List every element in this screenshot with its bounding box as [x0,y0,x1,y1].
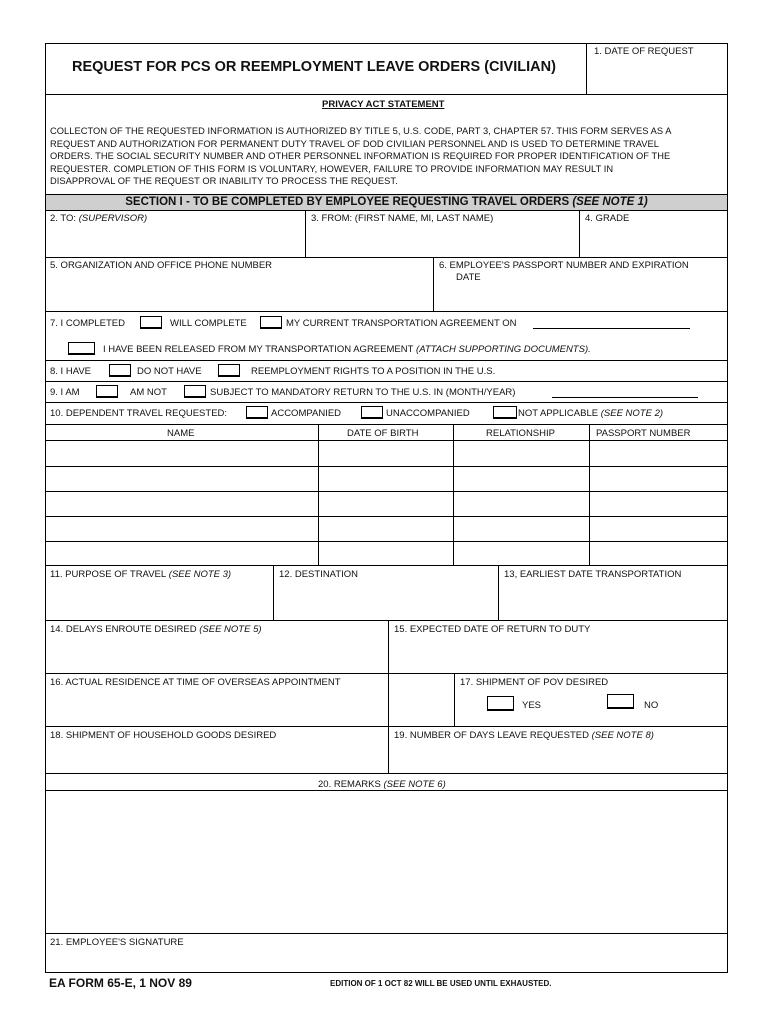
released-note: (ATTACH SUPPORTING DOCUMENTS). [416,344,591,355]
divider [46,402,727,403]
agreement-label: MY CURRENT TRANSPORTATION AGREEMENT ON [286,318,517,329]
field-9-label: 9. I AM [50,387,80,398]
divider [388,620,389,773]
field-11-label [50,569,231,580]
dependent-row[interactable] [46,492,727,516]
field-5-label: 5. ORGANIZATION AND OFFICE PHONE NUMBER [50,260,273,271]
field-14-label [50,624,262,635]
pov-no-checkbox[interactable] [607,694,634,709]
divider [46,726,727,727]
field-19-text: 19. NUMBER OF DAYS LEAVE REQUESTED [394,730,589,741]
field-11-note: (SEE NOTE 3) [168,569,232,580]
column-header-name: NAME [167,428,195,439]
form-title: REQUEST FOR PCS OR REEMPLOYMENT LEAVE ORDERS (CIVILIAN) [72,59,556,75]
privacy-line: ORDERS. THE SOCIAL SECURITY NUMBER AND OTHER PERSONNEL INFORMATION IS REQUIRED FOR PROPER IDENTIFICATION OF THE [50,151,671,162]
field-4-label: 4. GRADE [585,213,630,224]
divider [454,673,455,726]
divider [46,565,727,566]
date-of-request-label: 1. DATE OF REQUEST [594,46,694,57]
divider [273,565,274,620]
am-not-checkbox[interactable] [184,385,206,398]
field-15-label: 15. EXPECTED DATE OF RETURN TO DUTY [394,624,591,635]
divider [46,311,727,312]
pov-yes-checkbox[interactable] [487,696,514,711]
field-20-note: (SEE NOTE 6) [383,779,446,790]
divider [433,257,434,311]
field-2-note: (SUPERVISOR) [78,213,148,224]
not-applicable-checkbox[interactable] [493,406,517,419]
field-16-label: 16. ACTUAL RESIDENCE AT TIME OF OVERSEAS APPOINTMENT [50,677,341,688]
divider [46,381,727,382]
divider [46,673,727,674]
field-13-label: 13, EARLIEST DATE TRANSPORTATION [504,569,682,580]
privacy-heading: PRIVACY ACT STATEMENT [322,99,445,110]
column-header-dob: DATE OF BIRTH [347,428,419,439]
not-applicable-text: NOT APPLICABLE [518,408,599,419]
am-not-label: AM NOT [130,387,167,398]
dependent-row[interactable] [46,542,727,565]
pov-yes-label: YES [522,700,542,711]
dependent-row[interactable] [46,441,727,466]
dependent-row[interactable] [46,517,727,541]
divider [46,257,727,258]
form-id: EA FORM 65-E, 1 NOV 89 [49,976,192,990]
agreement-date-line[interactable] [533,328,690,329]
field-2-label [50,213,147,224]
released-text: I HAVE BEEN RELEASED FROM MY TRANSPORTATION AGREEMENT [103,344,414,355]
not-applicable-note: (SEE NOTE 2) [600,408,664,419]
field-2-text: 2. TO: [50,213,77,224]
privacy-line: COLLECTON OF THE REQUESTED INFORMATION IS AUTHORIZED BY TITLE 5, U.S. CODE, PART 3, CHAPTER 57. THIS FORM SERVES AS A [50,126,672,136]
divider [46,933,727,934]
accompanied-checkbox[interactable] [246,406,268,419]
column-header-passport: PASSPORT NUMBER [596,428,691,439]
section-1-title: SECTION I - TO BE COMPLETED BY EMPLOYEE REQUESTING TRAVEL ORDERS [125,196,570,208]
field-14-note: (SEE NOTE 5) [199,624,262,635]
do-not-have-checkbox[interactable] [218,364,240,377]
unaccompanied-label: UNACCOMPANIED [386,408,470,419]
field-18-label: 18. SHIPMENT OF HOUSEHOLD GOODS DESIRED [50,730,277,741]
signature-field[interactable] [46,949,727,972]
will-complete-checkbox[interactable] [260,316,282,329]
dependent-row[interactable] [46,467,727,491]
field-11-text: 11. PURPOSE OF TRAVEL [50,569,167,580]
unaccompanied-checkbox[interactable] [361,406,383,419]
field-6-label: 6. EMPLOYEE'S PASSPORT NUMBER AND EXPIRATION [439,260,689,271]
divider [46,773,727,774]
edition-note: EDITION OF 1 OCT 82 WILL BE USED UNTIL EXHAUSTED. [330,979,552,988]
divider [46,620,727,621]
field-17-label: 17. SHIPMENT OF POV DESIRED [460,677,609,688]
divider [46,194,727,195]
released-label [103,344,591,355]
divider [46,94,727,95]
section-1-heading [46,194,727,210]
field-19-label [394,730,654,741]
divider [579,210,580,257]
privacy-line: DISAPPROVAL OF THE REQUEST OR INABILITY TO PROCESS THE REQUEST. [50,176,398,187]
leave-orders-form [45,43,728,973]
field-10-label: 10. DEPENDENT TRAVEL REQUESTED: [50,408,228,419]
divider [498,565,499,620]
field-20-text: 20. REMARKS [318,779,381,790]
field-7-label: 7. I COMPLETED [50,318,125,329]
completed-checkbox[interactable] [140,316,162,329]
accompanied-label: ACCOMPANIED [271,408,342,419]
do-not-have-label: DO NOT HAVE [137,366,202,377]
field-12-label: 12. DESTINATION [279,569,359,580]
divider [46,210,727,211]
field-19-note: (SEE NOTE 8) [591,730,654,741]
return-date-line[interactable] [552,397,698,398]
field-14-text: 14. DELAYS ENROUTE DESIRED [50,624,197,635]
remarks-field[interactable] [46,791,727,933]
have-checkbox[interactable] [109,364,131,377]
column-header-relationship: RELATIONSHIP [486,428,555,439]
field-6-label-cont: DATE [456,272,481,283]
divider [46,360,727,361]
dependents-table [46,424,727,565]
privacy-line: REQUESTER. COMPLETION OF THIS FORM IS VOLUNTARY, HOWEVER, FAILURE TO PROVIDE INFORMATION MAY RESULT IN [50,163,614,174]
am-checkbox[interactable] [96,385,118,398]
reemployment-rights-label: REEMPLOYMENT RIGHTS TO A POSITION IN THE U.S. [251,366,496,377]
field-20-label [318,779,446,790]
pov-no-label: NO [644,700,659,711]
privacy-statement [50,125,725,188]
privacy-line: REQUEST AND AUTHORIZATION FOR PERMANENT DUTY TRAVEL OF DOD CIVILIAN PERSONNEL AND IS USED TO DETERMINE TRAVEL [50,138,659,149]
field-3-label: 3. FROM: (FIRST NAME, MI, LAST NAME) [311,213,494,224]
not-applicable-label [518,408,663,419]
released-checkbox[interactable] [68,342,95,355]
section-1-note: (SEE NOTE 1) [572,196,648,208]
mandatory-return-label: SUBJECT TO MANDATORY RETURN TO THE U.S. IN (MONTH/YEAR) [210,387,516,398]
field-8-label: 8. I HAVE [50,366,92,377]
will-complete-label: WILL COMPLETE [170,318,247,329]
field-21-label: 21. EMPLOYEE'S SIGNATURE [50,937,184,948]
date-of-request-field[interactable] [587,58,727,93]
divider [305,210,306,257]
